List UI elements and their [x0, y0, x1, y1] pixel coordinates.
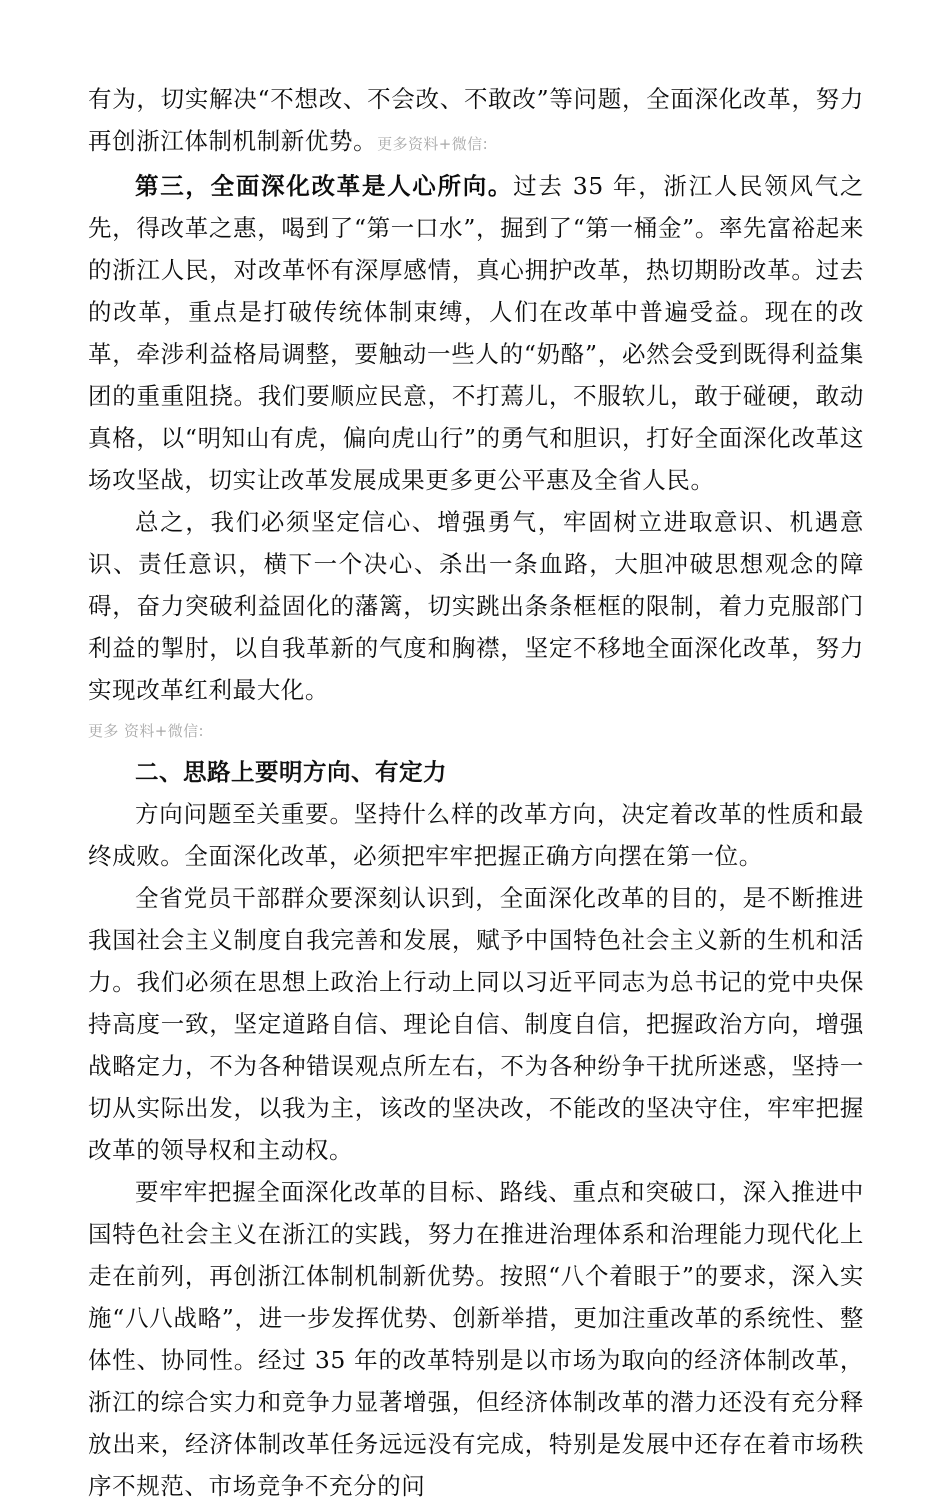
section-heading-two: 二、思路上要明方向、有定力: [135, 758, 447, 786]
paragraph-summary: [88, 501, 864, 711]
paragraph-direction: [88, 793, 864, 877]
paragraph-direction-text: 方向问题至关重要。坚持什么样的改革方向，决定着改革的性质和最终成败。全面深化改革，必须把牢牢把握正确方向摆在第一位。: [88, 800, 864, 870]
paragraph-party-members: [88, 877, 864, 1171]
paragraph-summary-text: 总之，我们必须坚定信心、增强勇气，牢固树立进取意识、机遇意识、责任意识，横下一个决心、杀出一条血路，大胆冲破思想观念的障碍，奋力突破利益固化的藩篱，切实跳出条条框框的限制，着力克服部门利益的掣肘，以自我革新的气度和胸襟，坚定不移地全面深化改革，努力实现改革红利最大化。: [88, 508, 864, 704]
paragraph-grasp-goals: [88, 1171, 864, 1507]
page-content-area: [88, 78, 864, 1507]
paragraph-party-members-text: 全省党员干部群众要深刻认识到，全面深化改革的目的，是不断推进我国社会主义制度自我完善和发展，赋予中国特色社会主义新的生机和活力。我们必须在思想上政治上行动上同以习近平同志为总书记的党中央保持高度一致，坚定道路自信、理论自信、制度自信，把握政治方向，增强战略定力，不为各种错误观点所左右，不为各种纷争干扰所迷惑，坚持一切从实际出发，以我为主，该改的坚决改，不能改的坚决守住，牢牢把握改革的领导权和主动权。: [88, 884, 864, 1164]
paragraph-third-point-text: 过去 35 年，浙江人民领风气之先，得改革之惠，喝到了“第一口水”，掘到了“第一桶金”。率先富裕起来的浙江人民，对改革怀有深厚感情，真心拥护改革，热切期盼改革。过去的改革，重点是打破传统体制束缚，人们在改革中普遍受益。现在的改革，牵涉利益格局调整，要触动一些人的“奶酪”，必然会受到既得利益集团的重重阻挠。我们要顺应民意，不打蔫儿，不服软儿，敢于碰硬，敢动真格，以“明知山有虎，偏向虎山行”的勇气和胆识，打好全面深化改革这场攻坚战，切实让改革发展成果更多更公平惠及全省人民。: [88, 172, 864, 494]
paragraph-continuation-text: 有为，切实解决“不想改、不会改、不敢改”等问题，全面深化改革，努力再创浙江体制机制新优势。: [88, 85, 864, 155]
paragraph-continuation: [88, 78, 864, 165]
watermark-line-2: 更多 资料+微信:: [88, 722, 204, 740]
paragraph-grasp-goals-text: 要牢牢把握全面深化改革的目标、路线、重点和突破口，深入推进中国特色社会主义在浙江的实践，努力在推进治理体系和治理能力现代化上走在前列，再创浙江体制机制新优势。按照“八个着眼于”的要求，深入实施“八八战略”，进一步发挥优势、创新举措，更加注重改革的系统性、整体性、协同性。经过 35 年的改革特别是以市场为取向的经济体制改革，浙江的综合实力和竞争力显著增强，但经济体制改革的潜力还没有充分释放出来，经济体制改革任务远远没有完成，特别是发展中还存在着市场秩序不规范、市场竞争不充分的问: [88, 1178, 864, 1500]
paragraph-third-point: [88, 165, 864, 501]
paragraph-lead-in-bold: 第三，全面深化改革是人心所向。: [135, 172, 514, 200]
watermark-inline-1: 更多资料+微信:: [377, 135, 489, 153]
